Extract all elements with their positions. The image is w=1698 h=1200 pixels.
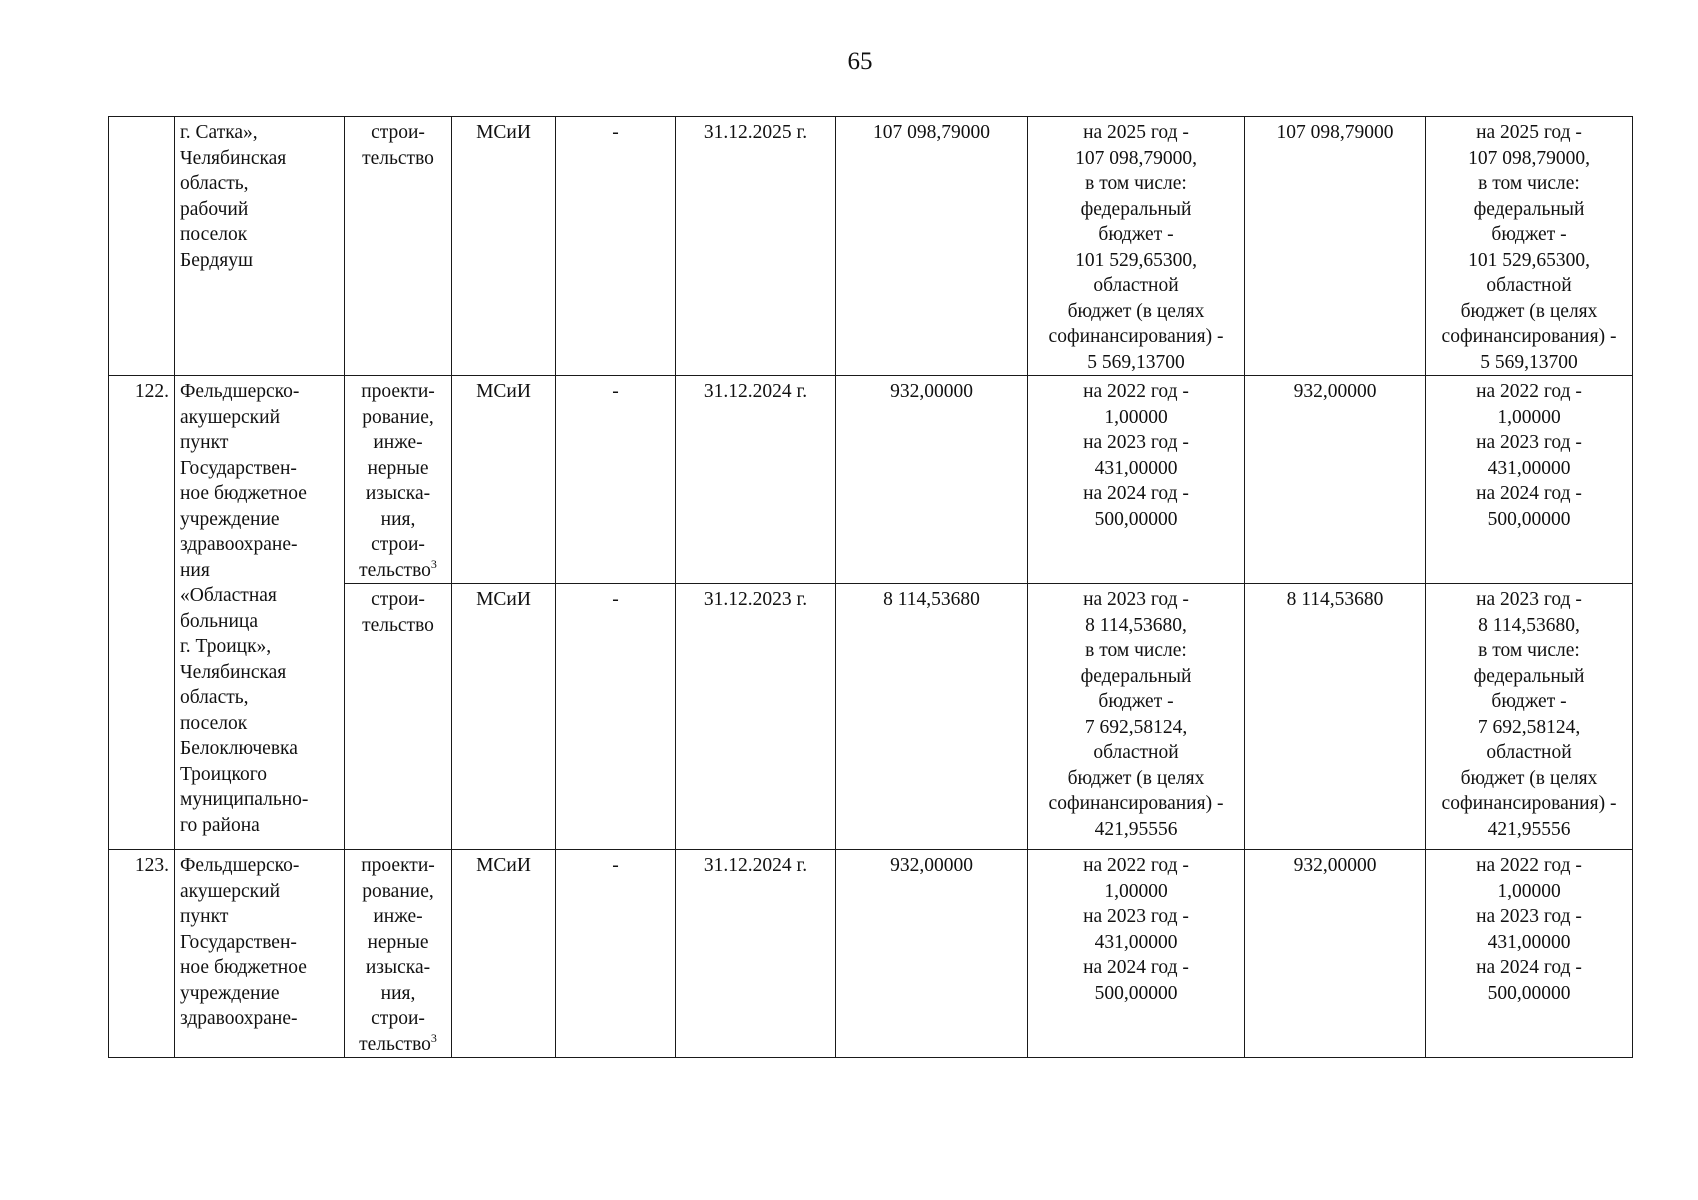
- customer: МСиИ: [452, 584, 556, 850]
- page-number: 65: [847, 48, 873, 75]
- footnote-mark: 3: [430, 556, 437, 571]
- funding-by-year-2: на 2022 год - 1,00000 на 2023 год - 431,00000 на 2024 год - 500,00000: [1426, 850, 1633, 1058]
- funding-by-year: на 2025 год - 107 098,79000, в том числе: федеральный бюджет - 101 529,65300, областной бюджет (в целях софинансирования) - 5 569,13700: [1028, 117, 1245, 376]
- work-type: строи- тельство: [345, 584, 452, 850]
- funding-by-year-2: на 2023 год - 8 114,53680, в том числе: федеральный бюджет - 7 692,58124, областной бюджет (в целях софинансирования) - 421,95556: [1426, 584, 1633, 850]
- funding-limit: 107 098,79000: [1245, 117, 1426, 376]
- row-number: [109, 117, 175, 376]
- estimated-cost: 107 098,79000: [836, 117, 1028, 376]
- funding-by-year: на 2023 год - 8 114,53680, в том числе: федеральный бюджет - 7 692,58124, областной бюджет (в целях софинансирования) - 421,95556: [1028, 584, 1245, 850]
- row-number: 122.: [109, 376, 175, 850]
- customer: МСиИ: [452, 850, 556, 1058]
- customer: МСиИ: [452, 117, 556, 376]
- object-name: Фельдшерско- акушерский пункт Государствен- ное бюджетное учреждение здравоохране-: [175, 850, 345, 1058]
- dash-cell: -: [556, 376, 676, 584]
- dash-cell: -: [556, 117, 676, 376]
- object-name: г. Сатка», Челябинская область, рабочий поселок Бердяуш: [175, 117, 345, 376]
- dash-cell: -: [556, 850, 676, 1058]
- work-type: проекти- рование, инже- нерные изыска- ния, строи- тельство$^3$: [345, 850, 452, 1058]
- footnote-mark: 3: [430, 1030, 437, 1045]
- estimated-cost: 932,00000: [836, 850, 1028, 1058]
- dash-cell: -: [556, 584, 676, 850]
- deadline-date: 31.12.2023 г.: [676, 584, 836, 850]
- funding-limit: 932,00000: [1245, 850, 1426, 1058]
- table-row: [109, 850, 1633, 1058]
- estimated-cost: 8 114,53680: [836, 584, 1028, 850]
- deadline-date: 31.12.2024 г.: [676, 850, 836, 1058]
- funding-limit: 8 114,53680: [1245, 584, 1426, 850]
- table-row: [109, 376, 1633, 584]
- funding-by-year: на 2022 год - 1,00000 на 2023 год - 431,00000 на 2024 год - 500,00000: [1028, 850, 1245, 1058]
- funding-limit: 932,00000: [1245, 376, 1426, 584]
- deadline-date: 31.12.2024 г.: [676, 376, 836, 584]
- work-type: строи- тельство: [345, 117, 452, 376]
- work-type: проекти- рование, инже- нерные изыска- ния, строи- тельство$^3$: [345, 376, 452, 584]
- row-number: 123.: [109, 850, 175, 1058]
- funding-by-year-2: на 2022 год - 1,00000 на 2023 год - 431,00000 на 2024 год - 500,00000: [1426, 376, 1633, 584]
- capital-construction-table: [108, 116, 1633, 1058]
- deadline-date: 31.12.2025 г.: [676, 117, 836, 376]
- funding-by-year-2: на 2025 год - 107 098,79000, в том числе: федеральный бюджет - 101 529,65300, областной бюджет (в целях софинансирования) - 5 569,13700: [1426, 117, 1633, 376]
- estimated-cost: 932,00000: [836, 376, 1028, 584]
- funding-by-year: на 2022 год - 1,00000 на 2023 год - 431,00000 на 2024 год - 500,00000: [1028, 376, 1245, 584]
- table-row: [109, 117, 1633, 376]
- object-name: Фельдшерско- акушерский пункт Государствен- ное бюджетное учреждение здравоохране- ния «Областная больница г. Троицк», Челябинская область, поселок Белоключевка Троицкого муниципально- го района: [175, 376, 345, 850]
- customer: МСиИ: [452, 376, 556, 584]
